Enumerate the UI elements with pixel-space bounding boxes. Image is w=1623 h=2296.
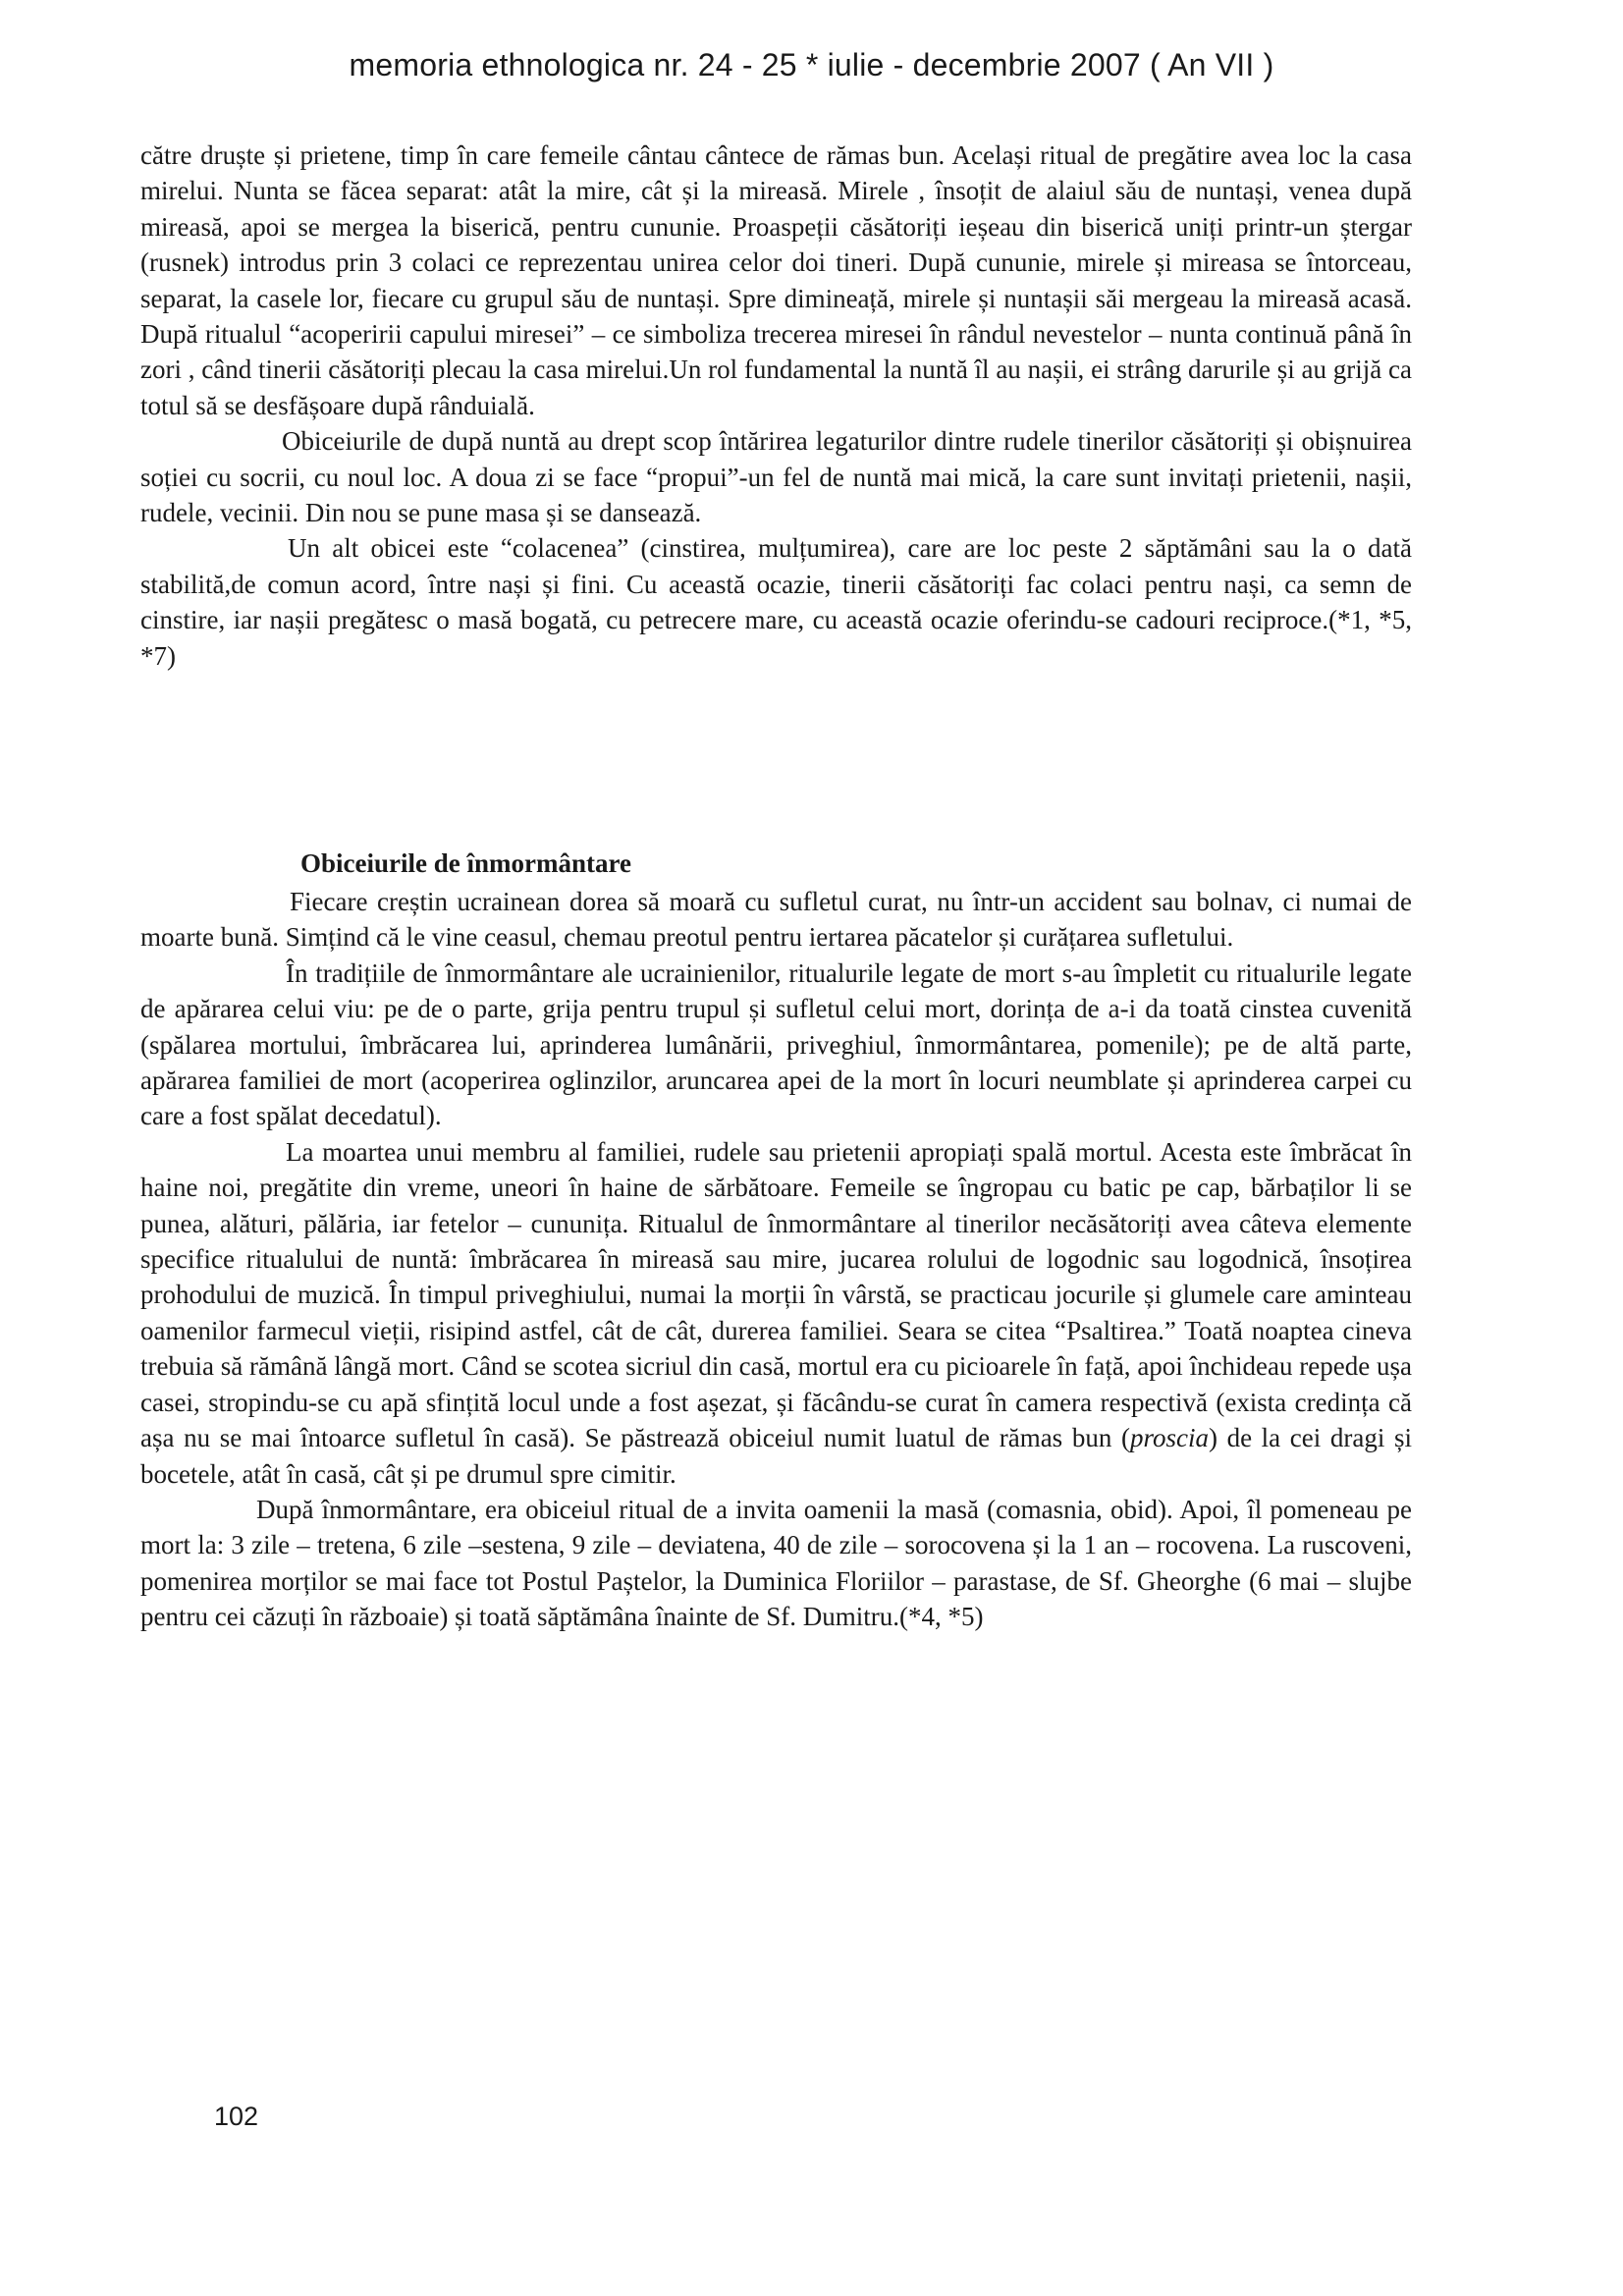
paragraph: În tradițiile de înmormântare ale ucrainienilor, ritualurile legate de mort s-au împletit cu ritualurile legate de apărarea celui viu: pe de o parte, grija pentru trupul și sufletul celui mort, dorința de a-i da toată cinstea cuvenită (spălarea mortului, îmbrăcarea lui, aprinderea lumânării, priveghiul, înmormântarea, pomenile); pe de altă parte, apărarea familiei de mort (acoperirea oglinzilor, aruncarea apei de la mort în locuri neumblate și aprinderea carpei cu care a fost spălat decedatul). [140,957,1412,1131]
section-heading: Obiceiurile de înmormântare [300,848,631,878]
paragraph: Obiceiurile de după nuntă au drept scop întărirea legaturilor dintre rudele tinerilor căsătoriți și obișnuirea soției cu socrii, cu noul loc. A doua zi se face “propui”-un fel de nuntă mai mică, la care sunt invitați prietenii, nașii, rudele, vecinii. Din nou se pune masa și se dansează. [140,426,1412,528]
text-block-funeral [140,847,1412,1635]
text-block-wedding [140,137,1412,674]
italic-term: proscia [1129,1423,1209,1453]
running-header: memoria ethnologica nr. 24 - 25 * iulie - decembrie 2007 ( An VII ) [349,47,1274,82]
paragraph: După înmormântare, era obiceiul ritual de a invita oamenii la masă (comasnia, obid). Apoi, îl pomeneau pe mort la: 3 zile – tretena, 6 zile –sestena, 9 zile – deviatena, 40 de zile – sorocovena și la 1 an – rocovena. La ruscoveni, pomenirea morților se mai face tot Postul Paștelor, la Duminica Floriilor – parastase, de Sf. Gheorghe (6 mai – slujbe pentru cei căzuți în războaie) și toată săptămâna înainte de Sf. Dumitru.(*4, *5) [140,1494,1412,1632]
paragraph [140,1134,1412,1492]
page-number: 102 [214,2102,259,2131]
paragraph-text: La moartea unui membru al familiei, rudele sau prietenii apropiați spală mortul. Acesta este îmbrăcat în haine noi, pregătite din vreme, uneori în haine de sărbătoare. Femeile se îngropau cu batic pe cap, bărbaților li se punea, alături, pălăria, iar fetelor – cununița. Ritualul de înmormântare al tinerilor necăsătoriți avea câteva elemente specifice ritualului de nuntă: îmbrăcarea în mireasă sau mire, jucarea rolului de logodnic sau logodnică, însoțirea prohodului de muzică. În timpul priveghiului, numai la morții în vârstă, se practicau jocurile și glumele care aminteau oamenilor farmecul vieții, risipind astfel, cât de cât, durerea familiei. Seara se citea “Psaltirea.” Toată noaptea cineva trebuia să rămână lângă mort. Când se scotea sicriul din casă, mortul era cu picioarele în față, apoi închideau repede ușa casei, stropindu-se cu apă sfințită locul unde a fost așezat, și făcându-se curat în camera respectivă (exista credința că așa nu se mai întoarce sufletul în casă). Se păstrează obiceiul numit luatul de rămas bun ( [140,1136,1412,1453]
paragraph: către druște și prietene, timp în care femeile cântau cântece de rămas bun. Același ritual de pregătire avea loc la casa mirelui. Nunta se făcea separat: atât la mire, cât și la mireasă. Mirele , însoțit de alaiul său de nuntași, venea după mireasă, apoi se mergea la biserică, pentru cununie. Proaspeții căsătoriți ieșeau din biserică uniți printr-un ștergar (rusnek) introdus prin 3 colaci ce reprezentau unirea celor doi tineri. După cununie, mirele și mireasa se întorceau, separat, la casele lor, fiecare cu grupul său de nuntași. Spre dimineață, mirele și nuntașii săi mergeau la mireasă acasă. După ritualul “acoperirii capului miresei” – ce simboliza trecerea miresei în rândul nevestelor – nunta continuă până în zori , când tinerii căsătoriți plecau la casa mirelui.Un rol fundamental la nuntă îl au nașii, ei strâng darurile și au grijă ca totul să se desfășoare după rânduială. [140,140,1412,420]
paragraph-text: ) de la cei dragi și bocetele, atât în casă, cât și pe drumul spre cimitir. [140,1423,1413,1489]
paragraph: Un alt obicei este “colacenea” (cinstirea, mulțumirea), care are loc peste 2 săptămâni sau la o dată stabilită,de comun acord, între nași și fini. Cu această ocazie, tinerii căsătoriți fac colaci pentru nași, ca semn de cinstire, iar nașii pregătesc o masă bogată, cu petrecere mare, cu această ocazie oferindu-se cadouri reciproce.(*1, *5, *7) [140,533,1412,671]
paragraph: Fiecare creștin ucrainean dorea să moară cu sufletul curat, nu într-un accident sau bolnav, ci numai de moarte bună. Simțind că le vine ceasul, chemau preotul pentru iertarea păcatelor și curățarea sufletului. [140,887,1412,953]
